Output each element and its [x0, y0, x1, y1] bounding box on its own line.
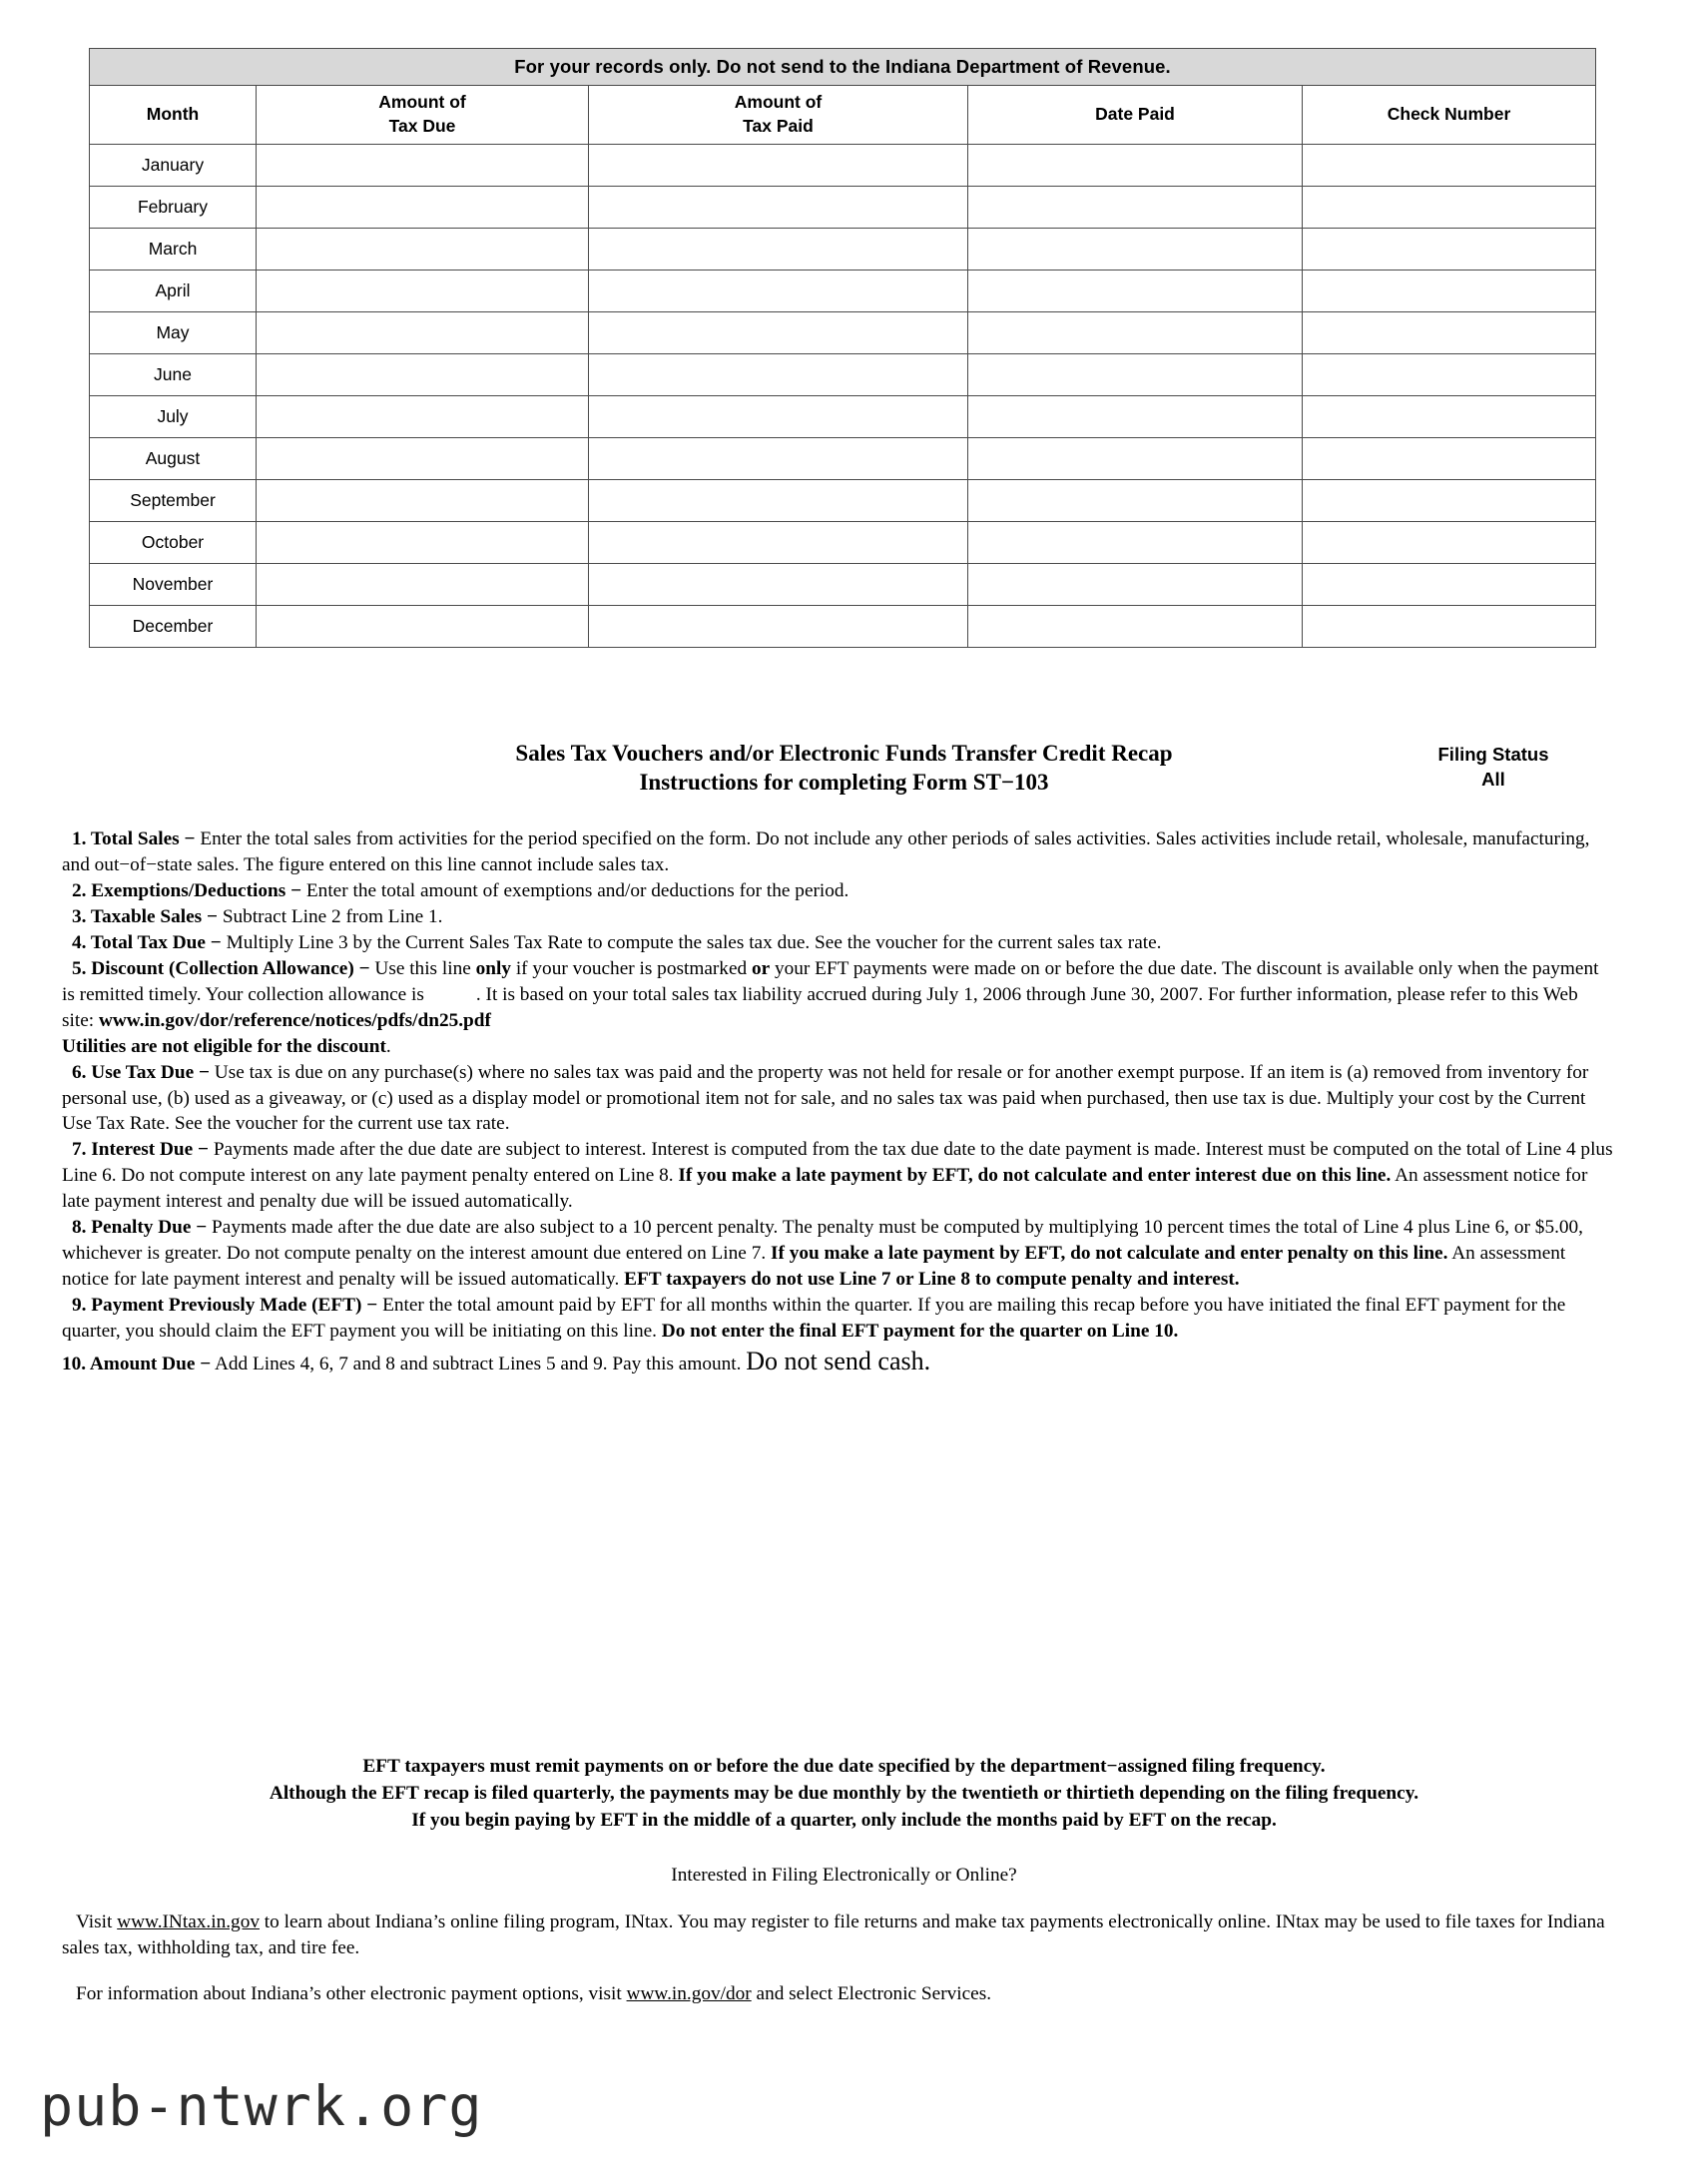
row-month-label: March — [90, 229, 257, 271]
cell-date-paid[interactable] — [968, 271, 1303, 312]
table-row — [90, 396, 1596, 438]
column-header-month: Month — [90, 86, 257, 145]
instruction-8-bold-b: If you make a late payment by EFT, do not calculate and enter penalty on this line. — [770, 1243, 1448, 1265]
cell-date-paid[interactable] — [968, 564, 1303, 606]
cell-check-number[interactable] — [1303, 606, 1596, 648]
cell-tax-paid[interactable] — [589, 564, 968, 606]
table-row — [90, 438, 1596, 480]
cell-tax-paid[interactable] — [589, 312, 968, 354]
table-row — [90, 522, 1596, 564]
instruction-item-7 — [62, 1137, 1614, 1215]
table-row — [90, 606, 1596, 648]
instruction-3-body: Subtract Line 2 from Line 1. — [218, 905, 443, 927]
records-table-banner-row — [90, 49, 1596, 86]
column-header-tax-paid-line1: Amount of — [734, 92, 823, 113]
efile-paragraph-2 — [62, 1981, 1614, 2007]
cell-tax-due[interactable] — [257, 229, 589, 271]
records-table — [89, 48, 1596, 648]
cell-tax-paid[interactable] — [589, 606, 968, 648]
table-row — [90, 354, 1596, 396]
instruction-item-8 — [62, 1215, 1614, 1293]
cell-tax-paid[interactable] — [589, 354, 968, 396]
table-row — [90, 312, 1596, 354]
cell-tax-due[interactable] — [257, 480, 589, 522]
cell-check-number[interactable] — [1303, 271, 1596, 312]
row-month-label: September — [90, 480, 257, 522]
row-month-label: October — [90, 522, 257, 564]
cell-date-paid[interactable] — [968, 396, 1303, 438]
instruction-8-body-a: Payments made after the due date are also subject to a 10 percent penalty. The penalty must be computed by multiplying 10 percent times the total of Line 4 plus Line 6, or $5.00, whichever is greater. Do not compute penalty on the interest amount due entered on Line 7. — [62, 1217, 1584, 1265]
instruction-6-lead: 6. Use Tax Due − — [72, 1061, 210, 1083]
table-row — [90, 187, 1596, 229]
row-month-label: December — [90, 606, 257, 648]
utilities-note-tail: . — [385, 1035, 391, 1057]
instructions-body — [62, 826, 1614, 1379]
row-month-label: July — [90, 396, 257, 438]
instruction-item-3 — [62, 904, 1614, 930]
column-header-check-number: Check Number — [1303, 86, 1596, 145]
instruction-9-bold-b: Do not enter the final EFT payment for the quarter on Line 10. — [661, 1321, 1179, 1343]
dor-link[interactable]: www.in.gov/dor — [626, 1983, 752, 2004]
discount-notice-url[interactable]: www.in.gov/dor/reference/notices/pdfs/dn25.pdf — [98, 1009, 491, 1031]
instruction-6-body: Use tax is due on any purchase(s) where no sales tax was paid and the property was not held for resale or for another exempt purpose. If an item is (a) removed from inventory for personal use, (b) used as a giveaway, or (c) used as a display model or promotional item not for sale, and no sales tax was paid when purchased, then use tax is due. Multiply your cost by the Current Use Tax Rate. See the voucher for the current use tax rate. — [62, 1061, 1589, 1135]
instruction-item-4 — [62, 930, 1614, 956]
cell-check-number[interactable] — [1303, 522, 1596, 564]
cell-tax-paid[interactable] — [589, 271, 968, 312]
instruction-5-utilities-note — [62, 1034, 1614, 1060]
cell-tax-due[interactable] — [257, 187, 589, 229]
cell-check-number[interactable] — [1303, 145, 1596, 187]
instruction-8-bold-d: EFT taxpayers do not use Line 7 or Line 8 to compute penalty and interest. — [624, 1269, 1240, 1291]
instruction-item-2 — [62, 878, 1614, 904]
instruction-5-body-a: Use this line — [369, 957, 476, 979]
cell-tax-due[interactable] — [257, 606, 589, 648]
cell-date-paid[interactable] — [968, 480, 1303, 522]
instruction-item-6 — [62, 1060, 1614, 1138]
cell-date-paid[interactable] — [968, 312, 1303, 354]
efile-paragraph-1 — [62, 1910, 1614, 1961]
cell-check-number[interactable] — [1303, 187, 1596, 229]
watermark-text: pub-ntwrk.org — [40, 2074, 483, 2138]
cell-check-number[interactable] — [1303, 480, 1596, 522]
cell-date-paid[interactable] — [968, 187, 1303, 229]
cell-date-paid[interactable] — [968, 354, 1303, 396]
instruction-2-body: Enter the total amount of exemptions and/or deductions for the period. — [301, 879, 849, 901]
instruction-1-lead: 1. Total Sales − — [72, 828, 196, 849]
table-row — [90, 480, 1596, 522]
cell-tax-due[interactable] — [257, 354, 589, 396]
instruction-9-body-a: Enter the total amount paid by EFT for all months within the quarter. If you are mailing this recap before you have initiated the final EFT payment for the quarter, you should claim the EFT payment you will be initiating on this line. — [62, 1295, 1566, 1343]
cell-tax-due[interactable] — [257, 312, 589, 354]
row-month-label: January — [90, 145, 257, 187]
cell-date-paid[interactable] — [968, 606, 1303, 648]
column-header-tax-due-line1: Amount of — [378, 92, 466, 113]
cell-tax-due[interactable] — [257, 438, 589, 480]
instruction-item-1 — [62, 826, 1614, 878]
cell-tax-due[interactable] — [257, 396, 589, 438]
efile-heading: Interested in Filing Electronically or Online? — [671, 1865, 1017, 1886]
efile-para2-suffix: and select Electronic Services. — [751, 1983, 992, 2004]
eft-notice-line-1: EFT taxpayers must remit payments on or before the due date specified by the department−assigned filing frequency. — [362, 1756, 1326, 1777]
do-not-send-cash-notice: Do not send cash. — [746, 1347, 931, 1376]
row-month-label: November — [90, 564, 257, 606]
cell-tax-paid[interactable] — [589, 229, 968, 271]
cell-tax-paid[interactable] — [589, 145, 968, 187]
instruction-5-bold-or: or — [751, 957, 771, 979]
cell-date-paid[interactable] — [968, 438, 1303, 480]
eft-notice-line-2: Although the EFT recap is filed quarterly, the payments may be due monthly by the twentieth or thirtieth depending on the filing frequency. — [269, 1783, 1419, 1805]
instruction-8-lead: 8. Penalty Due − — [72, 1217, 208, 1239]
cell-date-paid[interactable] — [968, 145, 1303, 187]
efile-para1-prefix: Visit — [76, 1911, 118, 1932]
cell-check-number[interactable] — [1303, 312, 1596, 354]
records-banner-text: For your records only. Do not send to the Indiana Department of Revenue. — [90, 49, 1596, 86]
eft-notice-block — [0, 1753, 1688, 1835]
efile-para1-suffix: to learn about Indiana’s online filing program, INtax. You may register to file returns and make tax payments electronically online. INtax may be used to file taxes for Indiana sales tax, withholding tax, and tire fee. — [62, 1911, 1605, 1958]
cell-check-number[interactable] — [1303, 229, 1596, 271]
cell-tax-due[interactable] — [257, 564, 589, 606]
row-month-label: May — [90, 312, 257, 354]
intax-link[interactable]: www.INtax.in.gov — [117, 1911, 260, 1932]
cell-tax-paid[interactable] — [589, 187, 968, 229]
instruction-2-lead: 2. Exemptions/Deductions − — [72, 879, 302, 901]
filing-status-label: Filing Status — [1437, 744, 1549, 765]
column-header-tax-paid — [589, 86, 968, 145]
instruction-7-lead: 7. Interest Due − — [72, 1139, 210, 1161]
instruction-9-lead: 9. Payment Previously Made (EFT) − — [72, 1295, 378, 1317]
row-month-label: August — [90, 438, 257, 480]
instruction-item-5 — [62, 956, 1614, 1034]
instruction-5-body-c: your EFT payments were made on or before the due date. The discount is available only when the payment is remitted timely. Your collection allowance is — [62, 957, 1599, 1005]
cell-tax-due[interactable] — [257, 145, 589, 187]
filing-status-block — [1359, 743, 1628, 793]
cell-tax-paid[interactable] — [589, 522, 968, 564]
column-header-date-paid: Date Paid — [968, 86, 1303, 145]
cell-tax-due[interactable] — [257, 522, 589, 564]
instruction-5-body-d: . It is based on your total sales tax liability accrued during July 1, 2006 through June 30, 2007. For further information, please refer to this Web site: — [62, 983, 1578, 1031]
instruction-3-lead: 3. Taxable Sales − — [72, 905, 218, 927]
instruction-5-lead: 5. Discount (Collection Allowance) − — [72, 957, 370, 979]
instruction-8-body-c: An assessment notice for late payment interest and penalty will be issued automatically. — [62, 1243, 1566, 1291]
instruction-4-lead: 4. Total Tax Due − — [72, 931, 222, 953]
table-row — [90, 271, 1596, 312]
table-row — [90, 145, 1596, 187]
cell-check-number[interactable] — [1303, 396, 1596, 438]
instruction-5-bold-only: only — [475, 957, 511, 979]
instruction-item-9 — [62, 1293, 1614, 1345]
instruction-7-body-a: Payments made after the due date are subject to interest. Interest is computed from the tax due date to the date payment is made. Interest must be computed on the total of Line 4 plus Line 6. Do not compute interest on any late payment penalty entered on Line 8. — [62, 1139, 1613, 1187]
filing-status-value: All — [1481, 768, 1505, 790]
instruction-5-body-b: if your voucher is postmarked — [511, 957, 752, 979]
cell-tax-paid[interactable] — [589, 480, 968, 522]
page-subtitle: Instructions for completing Form ST−103 — [639, 770, 1049, 796]
table-row — [90, 564, 1596, 606]
cell-date-paid[interactable] — [968, 522, 1303, 564]
cell-tax-due[interactable] — [257, 271, 589, 312]
instruction-10-body-a: Add Lines 4, 6, 7 and 8 and subtract Lines 5 and 9. Pay this amount. — [211, 1354, 747, 1375]
utilities-note-bold: Utilities are not eligible for the discount — [62, 1035, 386, 1057]
column-header-tax-paid-line2: Tax Paid — [743, 116, 814, 136]
cell-tax-paid[interactable] — [589, 438, 968, 480]
instruction-1-body: Enter the total sales from activities for the period specified on the form. Do not include any other periods of sales activities. Sales activities include retail, wholesale, manufacturing, and out−of−state sales. The figure entered on this line cannot include sales tax. — [62, 828, 1590, 875]
column-header-tax-due-line2: Tax Due — [388, 116, 456, 136]
records-table-container — [89, 48, 1515, 648]
records-table-header-row — [90, 86, 1596, 145]
cell-check-number[interactable] — [1303, 438, 1596, 480]
instruction-10-lead: 10. Amount Due − — [62, 1354, 212, 1375]
cell-tax-paid[interactable] — [589, 396, 968, 438]
row-month-label: February — [90, 187, 257, 229]
row-month-label: April — [90, 271, 257, 312]
column-header-tax-due — [257, 86, 589, 145]
cell-check-number[interactable] — [1303, 354, 1596, 396]
instruction-4-body: Multiply Line 3 by the Current Sales Tax Rate to compute the sales tax due. See the voucher for the current sales tax rate. — [221, 931, 1162, 953]
instruction-7-body-c: An assessment notice for late payment interest and penalty due will be issued automatically. — [62, 1165, 1588, 1213]
eft-notice-line-3: If you begin paying by EFT in the middle of a quarter, only include the months paid by EFT on the recap. — [411, 1810, 1277, 1832]
page-title: Sales Tax Vouchers and/or Electronic Funds Transfer Credit Recap — [515, 741, 1173, 766]
row-month-label: June — [90, 354, 257, 396]
instruction-item-10 — [62, 1345, 1614, 1379]
cell-check-number[interactable] — [1303, 564, 1596, 606]
cell-date-paid[interactable] — [968, 229, 1303, 271]
efile-para2-prefix: For information about Indiana’s other electronic payment options, visit — [76, 1983, 627, 2004]
table-row — [90, 229, 1596, 271]
instruction-7-bold-b: If you make a late payment by EFT, do not calculate and enter interest due on this line. — [678, 1165, 1392, 1187]
